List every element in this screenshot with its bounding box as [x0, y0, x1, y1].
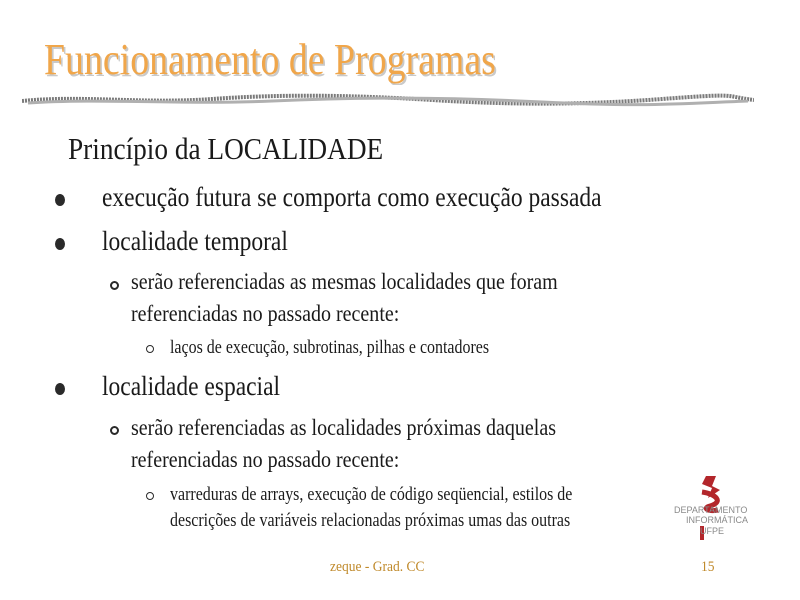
footer-author: zeque - Grad. CC — [330, 559, 425, 575]
temporal-sub-line-1: serão referenciadas as mesmas localidades que foram — [131, 269, 558, 294]
footer-page-number: 15 — [701, 559, 715, 575]
espacial-subsub-line-2: descrições de variáveis relacionadas próximas umas das outras — [170, 510, 571, 531]
logo-line-1: DEPARTAMENTO — [674, 505, 748, 515]
bullet-execucao-futura: execução futura se comporta como execução passada — [102, 182, 602, 212]
title-underline — [22, 92, 754, 108]
sub-bullet-ring — [110, 426, 119, 435]
bullet-dot — [55, 194, 65, 206]
espacial-sub-line-2: referenciadas no passado recente: — [131, 447, 400, 472]
logo-line-3: UFPE — [700, 526, 725, 536]
bullet-localidade-temporal: localidade temporal — [102, 226, 288, 256]
logo-line-2: INFORMÁTICA — [686, 515, 748, 525]
temporal-subsub-line: laços de execução, subrotinas, pilhas e contadores — [170, 337, 490, 358]
sub-bullet-ring — [110, 281, 119, 290]
slide-title: Funcionamento de Programas — [44, 35, 496, 84]
bullet-dot — [55, 238, 65, 250]
subsub-bullet-ring — [146, 345, 154, 353]
bullet-dot — [55, 383, 65, 395]
temporal-sub-line-2: referenciadas no passado recente: — [131, 301, 400, 326]
bullet-localidade-espacial: localidade espacial — [102, 371, 281, 401]
espacial-subsub-line-1: varreduras de arrays, execução de código seqüencial, estilos de — [170, 484, 573, 505]
ufpe-logo — [672, 472, 752, 544]
slide-heading: Princípio da LOCALIDADE — [68, 131, 384, 166]
subsub-bullet-ring — [146, 492, 154, 500]
espacial-sub-line-1: serão referenciadas as localidades próximas daquelas — [131, 415, 557, 440]
